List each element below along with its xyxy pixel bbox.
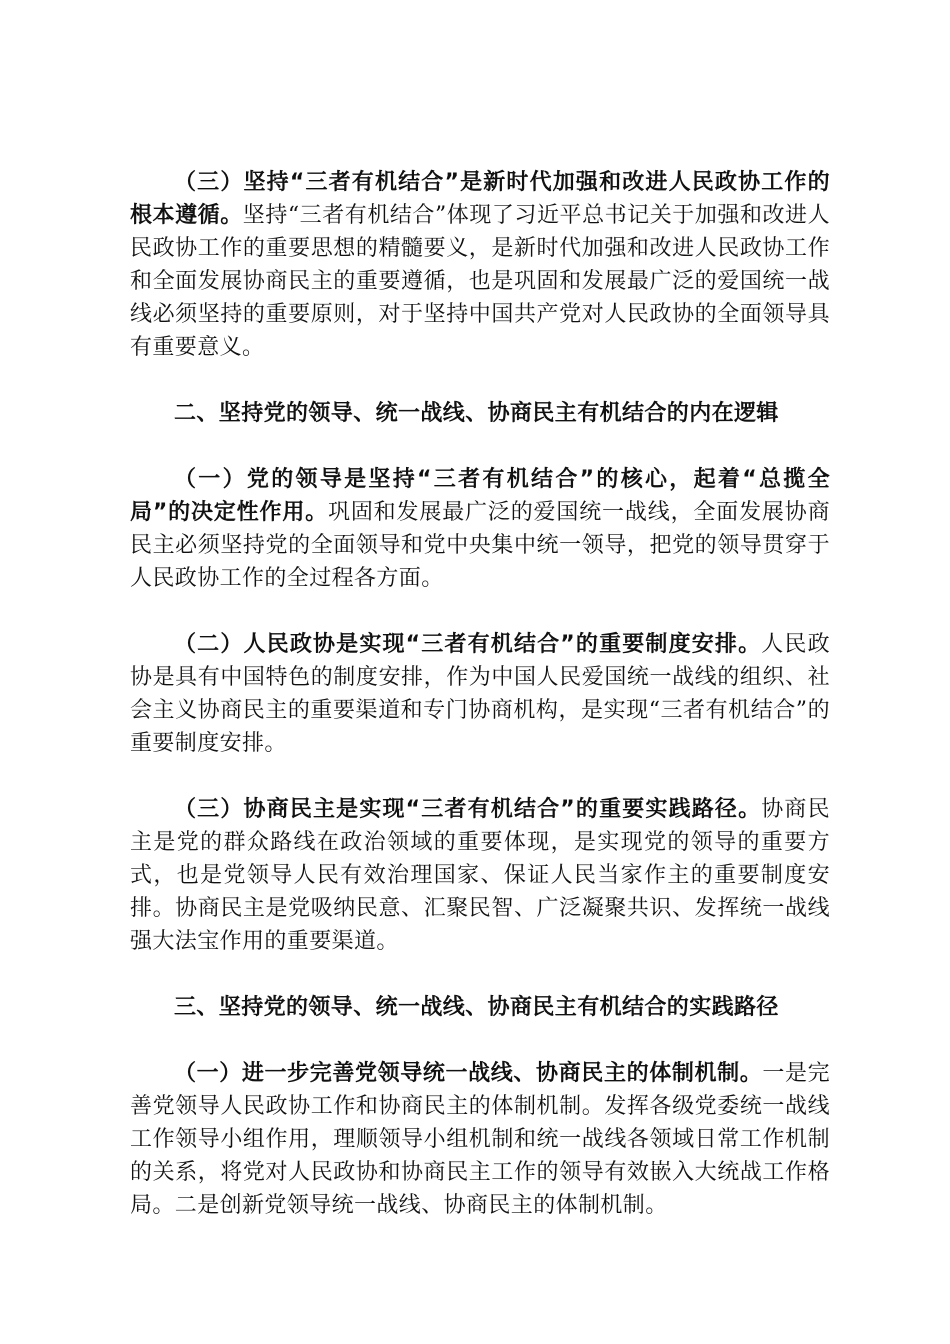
paragraph-2-3	[130, 793, 830, 958]
paragraph-2-3-lead: （三）协商民主是实现“三者有机结合”的重要实践路径。	[174, 797, 762, 822]
paragraph-1	[130, 166, 830, 364]
paragraph-1-lead: （三）坚持“三者有机结合”是新时代加强和改进人民政协工作的根本遵循。	[130, 170, 830, 228]
paragraph-2-2-body: 人民政协是具有中国特色的制度安排，作为中国人民爱国统一战线的组织、社会主义协商民主的重要渠道和专门协商机构，是实现“三者有机结合”的重要制度安排。	[130, 632, 830, 756]
section-heading-3: 三、坚持党的领导、统一战线、协商民主有机结合的实践路径	[174, 995, 779, 1020]
paragraph-2-1-body: 巩固和发展最广泛的爱国统一战线，全面发展协商民主必须坚持党的全面领导和党中央集中统一领导，把党的领导贯穿于人民政协工作的全过程各方面。	[130, 500, 830, 591]
paragraph-2-1-lead: （一）党的领导是坚持“三者有机结合”的核心，起着“总揽全局”的决定性作用。	[130, 467, 830, 525]
paragraph-2-2-lead: （二）人民政协是实现“三者有机结合”的重要制度安排。	[174, 632, 762, 657]
paragraph-2-3-body: 协商民主是党的群众路线在政治领域的重要体现，是实现党的领导的重要方式，也是党领导人民有效治理国家、保证人民当家作主的重要制度安排。协商民主是党吸纳民意、汇聚民智、广泛凝聚共识、发挥统一战线强大法宝作用的重要渠道。	[130, 797, 830, 954]
paragraph-3-1-body: 一是完善党领导人民政协工作和协商民主的体制机制。发挥各级党委统一战线工作领导小组作用，理顺领导小组机制和统一战线各领域日常工作机制的关系，将党对人民政协和协商民主工作的领导有效嵌入大统战工作格局。二是创新党领导统一战线、协商民主的体制机制。	[130, 1061, 831, 1218]
paragraph-3-1	[130, 1057, 830, 1222]
paragraph-2-1	[130, 463, 830, 595]
section-heading-2: 二、坚持党的领导、统一战线、协商民主有机结合的内在逻辑	[174, 401, 779, 426]
paragraph-3-1-lead: （一）进一步完善党领导统一战线、协商民主的体制机制。	[174, 1061, 763, 1086]
paragraph-1-body: 坚持“三者有机结合”体现了习近平总书记关于加强和改进人民政协工作的重要思想的精髓要义，是新时代加强和改进人民政协工作和全面发展协商民主的重要遵循，也是巩固和发展最广泛的爱国统一战线必须坚持的重要原则，对于坚持中国共产党对人民政协的全面领导具有重要意义。	[130, 203, 830, 360]
paragraph-2-2	[130, 628, 830, 760]
